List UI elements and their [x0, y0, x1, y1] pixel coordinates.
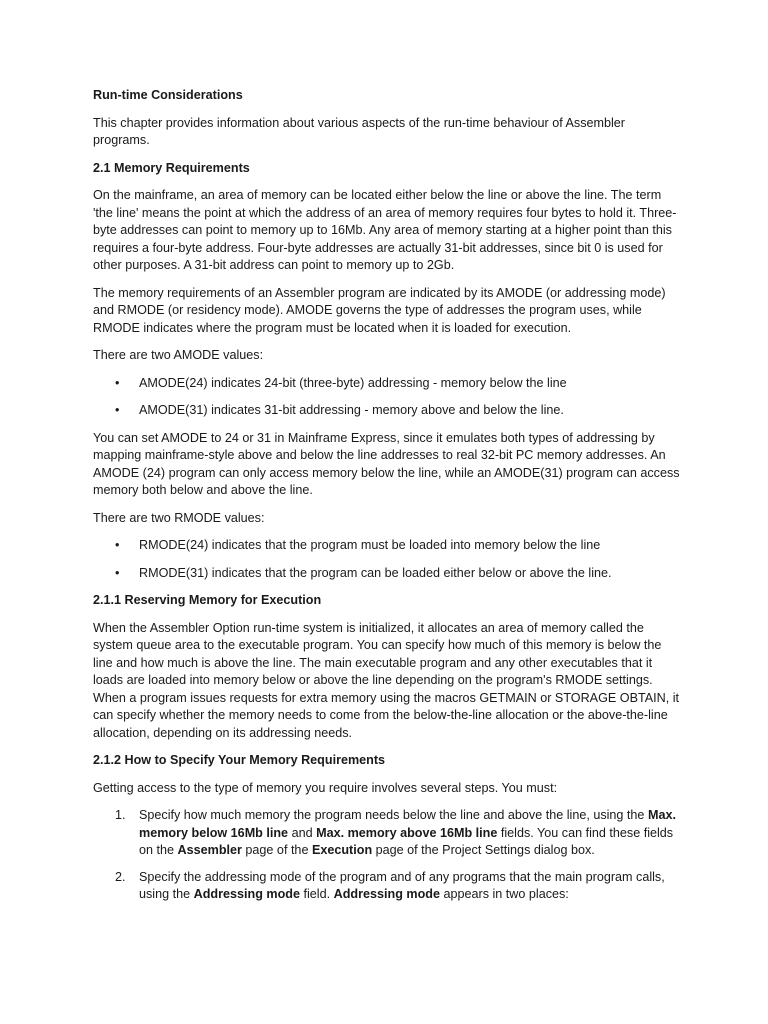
text-run: page of the Project Settings dialog box.	[372, 843, 595, 857]
amode-values-intro: There are two AMODE values:	[93, 348, 264, 362]
text-run: fields. You can find these fields on the	[139, 825, 674, 857]
step-number: 2.	[115, 869, 126, 884]
rmode-list	[93, 537, 683, 582]
text-run: field.	[300, 887, 334, 901]
text-run: Specify how much memory the program needs below the line and above the line, using the	[139, 808, 648, 822]
bullet-icon: •	[115, 403, 120, 417]
bullet-icon: •	[115, 565, 120, 580]
bullet-icon: •	[115, 538, 120, 552]
step-text	[139, 870, 665, 902]
section-heading-2-1: 2.1 Memory Requirements	[93, 160, 250, 175]
list-item	[93, 375, 683, 393]
section-heading-2-1-2: 2.1.2 How to Specify Your Memory Requirements	[93, 753, 386, 767]
text-run: page of the	[241, 843, 312, 857]
field-name-addressing-mode: Addressing mode	[333, 887, 440, 901]
text-run: Specify the addressing mode of the program and of any programs that the main program calls, using the	[139, 869, 665, 901]
list-item	[93, 537, 683, 555]
list-item	[93, 565, 683, 583]
steps-list	[93, 807, 683, 904]
step-item	[93, 869, 683, 904]
step-text	[139, 808, 676, 857]
memory-line-paragraph: On the mainframe, an area of memory can be located either below the line or above the line. The term 'the line' means the point at which the address of an area of memory requires four bytes to hold it. Three-byte addresses can point to memory up to 16Mb. Any area of memory starting at a higher point than this requires a four-byte address. Four-byte addresses are actually 31-bit addresses, since bit 0 is used for other purposes. A 31-bit address can point to memory up to 2Gb.	[93, 188, 677, 272]
step-item	[93, 807, 683, 860]
list-item	[93, 402, 683, 420]
field-name-max-below: Max. memory below 16Mb line	[139, 808, 676, 840]
list-item-text: AMODE(24) indicates 24-bit (three-byte) addressing - memory below the line	[139, 375, 567, 390]
amode-setting-paragraph: You can set AMODE to 24 or 31 in Mainframe Express, since it emulates both types of addressing by mapping mainframe-style above and below the line addresses to real 32-bit PC memory addresses. An AMODE (24) program can only access memory below the line, while an AMODE(31) program can access memory both below and above the line.	[93, 430, 680, 497]
list-item-text: RMODE(31) indicates that the program can be loaded either below or above the line.	[139, 565, 612, 580]
bullet-icon: •	[115, 375, 120, 390]
text-run: and	[288, 825, 317, 840]
list-item-text: AMODE(31) indicates 31-bit addressing - memory above and below the line.	[139, 403, 564, 417]
steps-intro: Getting access to the type of memory you require involves several steps. You must:	[93, 780, 558, 795]
text-run: appears in two places:	[439, 887, 569, 901]
field-name-addressing-mode: Addressing mode	[193, 887, 300, 901]
amode-rmode-paragraph: The memory requirements of an Assembler program are indicated by its AMODE (or addressing mode) and RMODE (or residency mode). AMODE governs the type of addresses the program uses, while RMODE indicates where the program must be located when it is loaded for execution.	[93, 285, 666, 335]
reserving-memory-paragraph: When the Assembler Option run-time system is initialized, it allocates an area of memory called the system queue area to the executable program. You can specify how much of this memory is below the line and how much is above the line. The main executable program and any other executables that it loads are loaded into memory below or above the line depending on the program's RMODE settings. When a program issues requests for extra memory using the macros GETMAIN or STORAGE OBTAIN, it can specify whether the memory needs to come from the below-the-line allocation or the above-the-line allocation, depending on its addressing needs.	[93, 620, 680, 740]
section-heading-2-1-1: 2.1.1 Reserving Memory for Execution	[93, 593, 322, 607]
rmode-values-intro: There are two RMODE values:	[93, 510, 265, 525]
list-item-text: RMODE(24) indicates that the program must be loaded into memory below the line	[139, 538, 601, 552]
step-number: 1.	[115, 808, 126, 822]
document-body	[93, 87, 683, 913]
page-name-assembler: Assembler	[177, 843, 242, 857]
chapter-title: Run-time Considerations	[93, 88, 243, 102]
intro-paragraph: This chapter provides information about various aspects of the run-time behaviour of Assembler programs.	[93, 115, 626, 147]
page-name-execution: Execution	[311, 843, 373, 857]
field-name-max-above: Max. memory above 16Mb line	[316, 825, 498, 840]
amode-list	[93, 375, 683, 420]
